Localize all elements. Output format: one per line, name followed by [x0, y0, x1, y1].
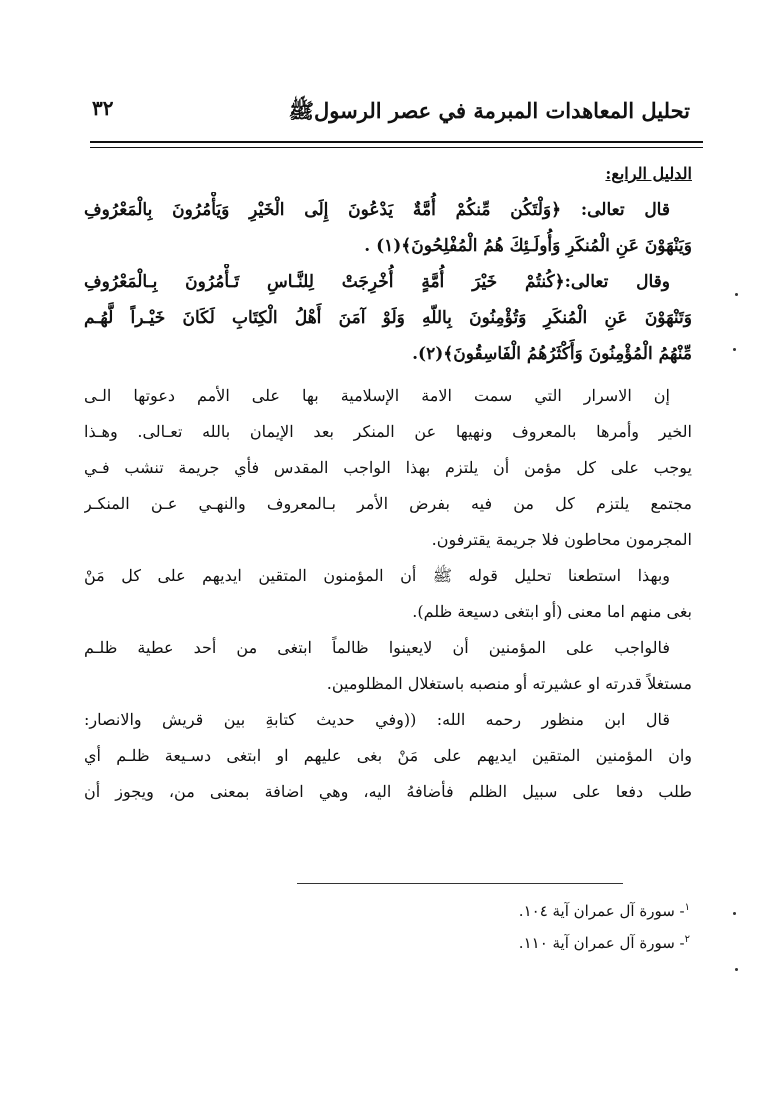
paragraph-line: فالواجب على المؤمنين أن لايعينوا ظالماً ابتغى من أحد عطية ظلـم	[84, 638, 670, 657]
scan-speck	[735, 968, 738, 971]
header-rule-thin	[90, 147, 703, 148]
paragraph-line: قال ابن منظور رحمه الله: ((وفي حديث كتابةِ بين قريش والانصار:	[84, 710, 670, 729]
body-text	[84, 156, 692, 810]
paragraph-line: مجتمع يلتزم كل من فيه بفرض الأمر بـالمعروف والنهـي عـن المنكـر	[84, 494, 692, 513]
footnote-mark: ٢	[684, 934, 690, 945]
section-heading-line	[84, 156, 692, 192]
paragraph-line: بغى منهم اما معنى (أو ابتغى دسيعة ظلم).	[412, 602, 692, 621]
page-number: ٣٢	[92, 96, 114, 120]
paragraph-line: إن الاسرار التي سمت الامة الإسلامية بها على الأمم دعوتها الـى	[84, 386, 670, 405]
verse-line: مِّنْهُمُ الْمُؤْمِنُونَ وَأَكْثَرُهُمُ الْفَاسِقُونَ﴾(٢).	[412, 344, 692, 364]
section-heading: الدليل الرابع:	[605, 164, 692, 183]
footnotes	[270, 892, 690, 956]
verse-line: وَيَنْهَوْنَ عَنِ الْمُنكَرِ وَأُولَـئِكَ هُمُ الْمُفْلِحُونَ﴾(١) .	[364, 236, 692, 256]
paragraph-line: الخير وأمرها بالمعروف ونهيها عن المنكر بعد الإيمان بالله تعـالى. وهـذا	[84, 422, 692, 441]
verse-line: وَتَنْهَوْنَ عَنِ الْمُنكَرِ وَتُؤْمِنُونَ بِاللّهِ وَلَوْ آمَنَ أَهْلُ الْكِتَابِ لَكَانَ خَيْـراً لَّهُـم	[84, 308, 692, 328]
verse-line: وقال تعالى:﴿كُنتُمْ خَيْرَ أُمَّةٍ أُخْرِجَتْ لِلنَّـاسِ تَـأْمُرُونَ بِـالْمَعْرُوفِ	[84, 272, 670, 292]
paragraph-line: طلب دفعا على سبيل الظلم فأضافهُ اليه، وهي اضافة بمعنى من، ويجوز أن	[84, 782, 692, 801]
scan-speck	[733, 912, 736, 915]
footnote	[270, 924, 690, 956]
scan-speck	[733, 348, 736, 351]
paragraph-line: مستغلاً قدرته او عشيرته أو منصبه باستغلال المظلومين.	[326, 674, 692, 693]
footnote-separator	[297, 883, 623, 884]
paragraph-line: المجرمون محاطون فلا جريمة يقترفون.	[431, 530, 692, 549]
running-header-title: تحليل المعاهدات المبرمة في عصر الرسولﷺ	[288, 98, 690, 123]
paragraph-line: يوجب على كل مؤمن أن يلتزم بهذا الواجب المقدس فأي جريمة تنشب فـي	[84, 458, 692, 477]
header-rule-thick	[90, 141, 703, 143]
verse-line: قال تعالى: ﴿وَلْتَكُن مِّنكُمْ أُمَّةٌ يَدْعُونَ إِلَى الْخَيْرِ وَيَأْمُرُونَ بِالْمَعْرُوفِ	[84, 200, 670, 220]
footnote	[270, 892, 690, 924]
footnote-text: - سورة آل عمران آية ١١٠.	[518, 934, 685, 952]
paragraph-line: وان المؤمنين المتقين ايديهم على مَنْ بغى عليهم او ابتغى دسـيعة ظلـم أي	[84, 746, 692, 765]
footnote-text: - سورة آل عمران آية ١٠٤.	[518, 902, 685, 920]
paragraph-line: وبهذا استطعنا تحليل قوله ﷺ أن المؤمنون المتقين ايديهم على كل مَنْ	[84, 566, 670, 585]
footnote-mark: ١	[684, 902, 690, 913]
scan-speck	[735, 293, 738, 296]
